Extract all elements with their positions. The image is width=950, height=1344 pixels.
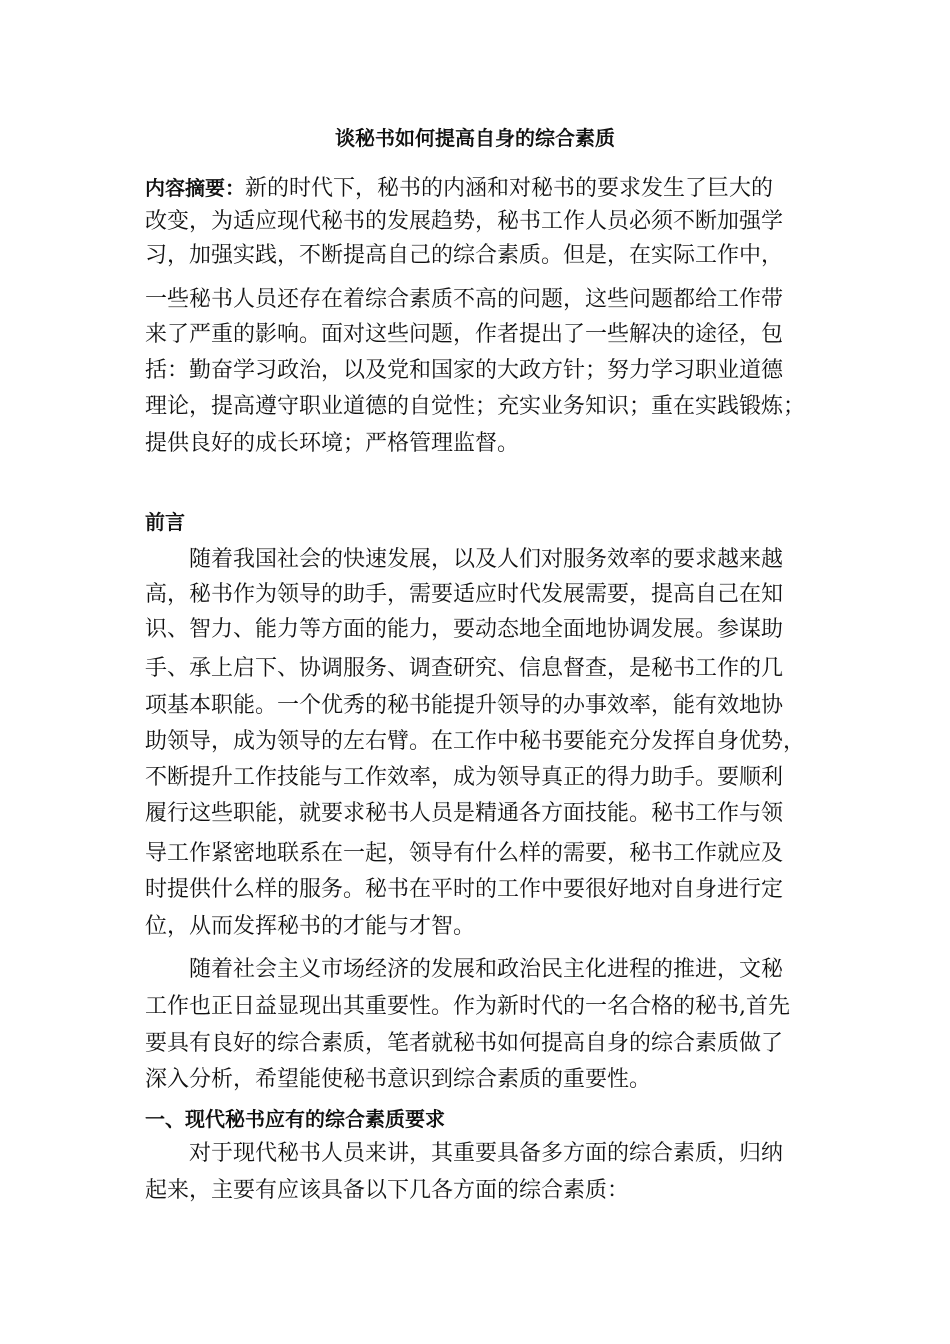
preface-paragraph-line: 履行这些职能，就要求秘书人员是精通各方面技能。秘书工作与领: [145, 801, 784, 826]
preface-paragraph-line: 高，秘书作为领导的助手，需要适应时代发展需要，提高自己在知: [145, 582, 784, 607]
preface-paragraph-line: 随着社会主义市场经济的发展和政治民主化进程的推进，文秘: [189, 957, 784, 982]
preface-heading: 前言: [145, 510, 185, 534]
abstract-line: 来了严重的影响。面对这些问题，作者提出了一些解决的途径，包: [145, 322, 784, 347]
preface-paragraph-line: 助领导，成为领导的左右臂。在工作中秘书要能充分发挥自身优势，: [145, 729, 806, 754]
preface-paragraph-line: 随着我国社会的快速发展，以及人们对服务效率的要求越来越: [189, 547, 784, 572]
preface-paragraph-line: 要具有良好的综合素质，笔者就秘书如何提高自身的综合素质做了: [145, 1031, 784, 1056]
abstract-line: 一些秘书人员还存在着综合素质不高的问题，这些问题都给工作带: [145, 287, 784, 312]
abstract-line: 括：勤奋学习政治，以及党和国家的大政方针；努力学习职业道德: [145, 358, 784, 383]
preface-paragraph-line: 导工作紧密地联系在一起，领导有什么样的需要，秘书工作就应及: [145, 841, 784, 866]
abstract-line: 习，加强实践，不断提高自己的综合素质。但是，在实际工作中，: [145, 243, 784, 268]
abstract-line: 新的时代下，秘书的内涵和对秘书的要求发生了巨大的: [245, 176, 774, 201]
section-paragraph-line: 对于现代秘书人员来讲，其重要具备多方面的综合素质，归纳: [189, 1141, 784, 1166]
preface-paragraph-line: 深入分析，希望能使秘书意识到综合素质的重要性。: [145, 1067, 652, 1092]
preface-paragraph-line: 手、承上启下、协调服务、调查研究、信息督查，是秘书工作的几: [145, 656, 784, 681]
abstract-label: 内容摘要：: [145, 176, 245, 200]
abstract-line: 改变，为适应现代秘书的发展趋势，秘书工作人员必须不断加强学: [145, 209, 784, 234]
preface-paragraph-line: 不断提升工作技能与工作效率，成为领导真正的得力助手。要顺利: [145, 765, 784, 790]
section-heading: 一、现代秘书应有的综合素质要求: [145, 1107, 445, 1131]
preface-paragraph-line: 项基本职能。一个优秀的秘书能提升领导的办事效率，能有效地协: [145, 693, 784, 718]
preface-paragraph-line: 识、智力、能力等方面的能力，要动态地全面地协调发展。参谋助: [145, 617, 784, 642]
abstract-line: 理论，提高遵守职业道德的自觉性；充实业务知识；重在实践锻炼；: [145, 394, 806, 419]
section-paragraph-line: 起来，主要有应该具备以下几各方面的综合素质：: [145, 1178, 630, 1203]
abstract-line: 提供良好的成长环境；严格管理监督。: [145, 431, 520, 456]
abstract-first-line: [145, 171, 773, 205]
preface-paragraph-line: 位，从而发挥秘书的才能与才智。: [145, 914, 476, 939]
preface-paragraph-line: 时提供什么样的服务。秘书在平时的工作中要很好地对自身进行定: [145, 877, 784, 902]
preface-paragraph-line: 工作也正日益显现出其重要性。作为新时代的一名合格的秘书,首先: [145, 994, 790, 1019]
document-title: 谈秘书如何提高自身的综合素质: [335, 126, 615, 150]
